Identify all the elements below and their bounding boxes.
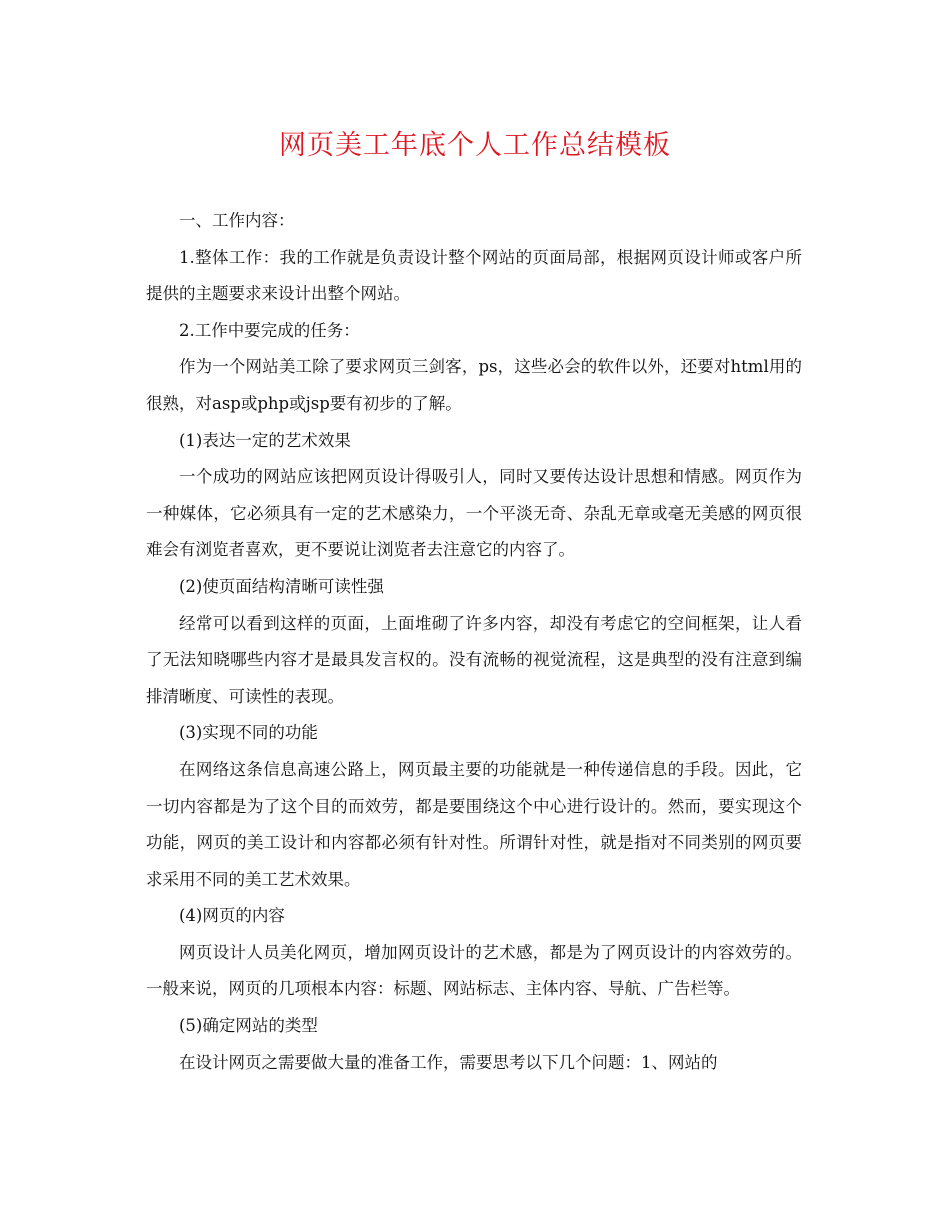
subheading-artistic-effect: (1)表达一定的艺术效果 [179, 430, 351, 450]
paragraph-overall-work: 1.整体工作：我的工作就是负责设计整个网站的页面局部，根据网页设计师或客户所提供的主题要求来设计出整个网站。 [146, 247, 802, 304]
document-body [146, 203, 802, 1081]
subheading-functions: (3)实现不同的功能 [179, 723, 318, 743]
paragraph-tasks-heading: 2.工作中要完成的任务： [179, 320, 360, 340]
paragraph-artistic-effect: 一个成功的网站应该把网页设计得吸引人，同时又要传达设计思想和情感。网页作为一种媒体，它必须具有一定的艺术感染力，一个平淡无奇、杂乱无章或毫无美感的网页很难会有浏览者喜欢，更不要说让浏览者去注意它的内容了。 [146, 467, 802, 560]
paragraph-skills: 作为一个网站美工除了要求网页三剑客，ps，这些必会的软件以外，还要对html用的很熟，对asp或php或jsp要有初步的了解。 [146, 357, 802, 413]
section-heading-work-content: 一、工作内容： [179, 211, 295, 230]
subheading-site-type: (5)确定网站的类型 [179, 1016, 318, 1036]
document-title: 网页美工年底个人工作总结模板 [279, 130, 671, 161]
paragraph-site-type: 在设计网页之需要做大量的准备工作，需要思考以下几个问题：1、网站的 [179, 1052, 718, 1072]
subheading-clear-structure: (2)使页面结构清晰可读性强 [179, 576, 384, 596]
paragraph-functions: 在网络这条信息高速公路上，网页最主要的功能就是一种传递信息的手段。因此，它一切内容都是为了这个目的而效劳，都是要围绕这个中心进行设计的。然而，要实现这个功能，网页的美工设计和内容都必须有针对性。所谓针对性，就是指对不同类别的网页要求采用不同的美工艺术效果。 [146, 759, 802, 889]
paragraph-page-content: 网页设计人员美化网页，增加网页设计的艺术感，都是为了网页设计的内容效劳的。一般来说，网页的几项根本内容：标题、网站标志、主体内容、导航、广告栏等。 [146, 942, 802, 999]
paragraph-clear-structure: 经常可以看到这样的页面，上面堆砌了许多内容，却没有考虑它的空间框架，让人看了无法知晓哪些内容才是最具发言权的。没有流畅的视觉流程，这是典型的没有注意到编排清晰度、可读性的表现。 [146, 613, 802, 706]
subheading-page-content: (4)网页的内容 [179, 906, 285, 926]
